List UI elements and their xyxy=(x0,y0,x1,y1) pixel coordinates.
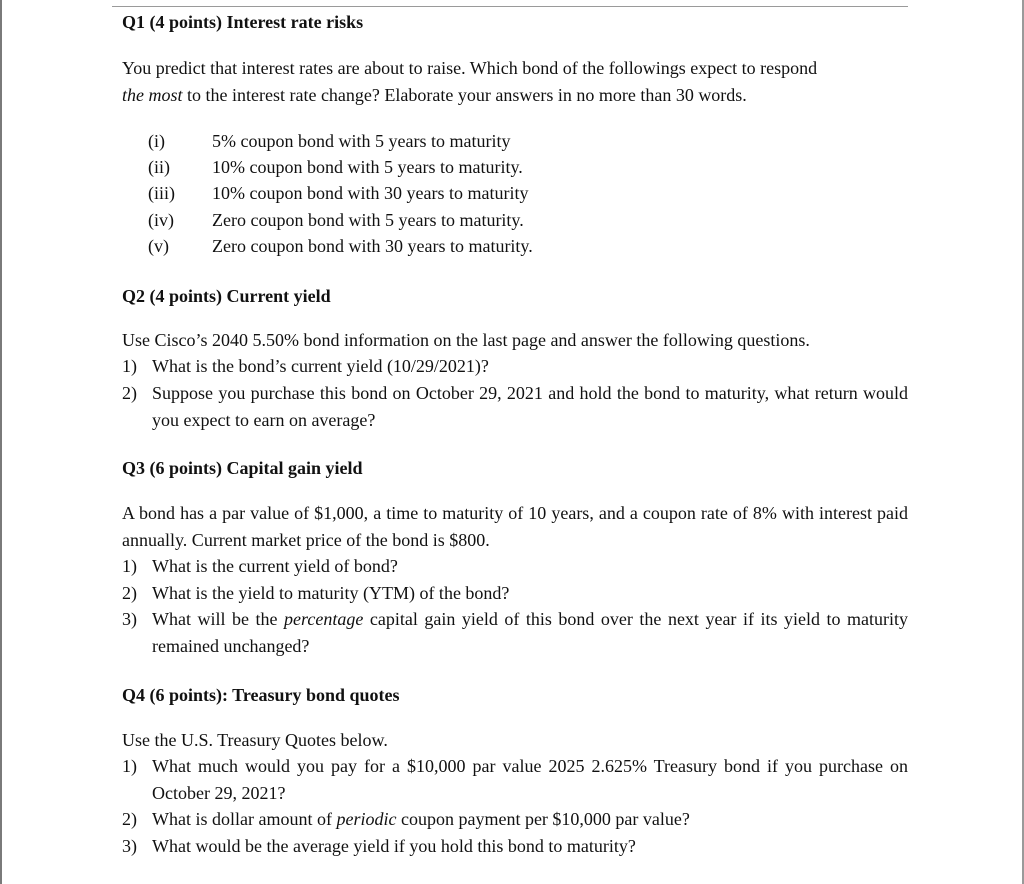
q3-item3-part2: capital gain yield of this bond over the next year if its yield to maturity remained unchanged? xyxy=(152,609,908,656)
q3-item-text xyxy=(152,606,908,660)
q4-item-number: 1) xyxy=(122,756,137,776)
q1-option-number: (i) xyxy=(148,131,165,151)
q1-option-number: (iv) xyxy=(148,210,174,230)
q3-item xyxy=(122,606,908,660)
q2-intro: Use Cisco’s 2040 5.50% bond information on the last page and answer the following questions. xyxy=(122,330,810,350)
q3-intro: A bond has a par value of $1,000, a time to maturity of 10 years, and a coupon rate of 8% with interest paid annually. Current market price of the bond is $800. xyxy=(122,503,908,550)
q4-item-text xyxy=(152,806,908,833)
q4-intro: Use the U.S. Treasury Quotes below. xyxy=(122,730,388,750)
q3-item-text: What is the yield to maturity (YTM) of the bond? xyxy=(152,583,510,603)
q1-intro xyxy=(122,55,908,109)
q1-intro-line2 xyxy=(122,82,908,109)
q3-item xyxy=(122,580,908,607)
q4-heading: Q4 (6 points): Treasury bond quotes xyxy=(122,685,400,705)
q4-item xyxy=(122,753,908,807)
q4-item xyxy=(122,806,908,833)
q4-item-number: 2) xyxy=(122,809,137,829)
q4-item2-part1: What is dollar amount of xyxy=(152,809,337,829)
q4-item-text: What would be the average yield if you hold this bond to maturity? xyxy=(152,836,636,856)
q4-item-text: What much would you pay for a $10,000 par value 2025 2.625% Treasury bond if you purchase on October 29, 2021? xyxy=(152,756,908,803)
q1-intro-line1: You predict that interest rates are about to raise. Which bond of the followings expect to respond xyxy=(122,58,818,78)
q3-item-number: 1) xyxy=(122,556,137,576)
q1-option-text: 10% coupon bond with 30 years to maturity xyxy=(212,183,529,203)
q2-item-number: 1) xyxy=(122,356,137,376)
q3-item-number: 3) xyxy=(122,609,137,629)
q1-option-number: (ii) xyxy=(148,157,170,177)
q1-option-text: 10% coupon bond with 5 years to maturity. xyxy=(212,157,523,177)
q3-item-text: What is the current yield of bond? xyxy=(152,556,398,576)
q1-option-text: Zero coupon bond with 5 years to maturity. xyxy=(212,210,524,230)
q1-option xyxy=(148,128,510,155)
q1-intro-emphasis: the most xyxy=(122,85,183,105)
q3-item xyxy=(122,553,908,580)
q2-item-text: Suppose you purchase this bond on October 29, 2021 and hold the bond to maturity, what return would you expect to earn on average? xyxy=(152,383,908,430)
q2-item xyxy=(122,380,908,434)
q1-option-text: 5% coupon bond with 5 years to maturity xyxy=(212,131,511,151)
q4-item-number: 3) xyxy=(122,836,137,856)
q4-item2-part2: coupon payment per $10,000 par value? xyxy=(396,809,690,829)
q1-intro-rest: to the interest rate change? Elaborate your answers in no more than 30 words. xyxy=(182,85,747,105)
q1-option-text: Zero coupon bond with 30 years to maturity. xyxy=(212,236,533,256)
q2-item-text: What is the bond’s current yield (10/29/2021)? xyxy=(152,356,489,376)
q1-option xyxy=(148,154,523,181)
q2-heading: Q2 (4 points) Current yield xyxy=(122,286,331,306)
q1-option-number: (iii) xyxy=(148,183,175,203)
q4-item2-emphasis: periodic xyxy=(336,809,397,829)
q1-option xyxy=(148,207,524,234)
q3-item-number: 2) xyxy=(122,583,137,603)
q2-item xyxy=(122,353,908,380)
q4-item xyxy=(122,833,908,860)
q3-heading: Q3 (6 points) Capital gain yield xyxy=(122,458,363,478)
q3-item3-part1: What will be the xyxy=(152,609,285,629)
q2-item-number: 2) xyxy=(122,383,137,403)
q3-item3-emphasis: percentage xyxy=(284,609,364,629)
q1-heading: Q1 (4 points) Interest rate risks xyxy=(122,12,364,32)
q1-option xyxy=(148,180,528,207)
q1-option xyxy=(148,233,533,260)
q1-option-number: (v) xyxy=(148,236,169,256)
